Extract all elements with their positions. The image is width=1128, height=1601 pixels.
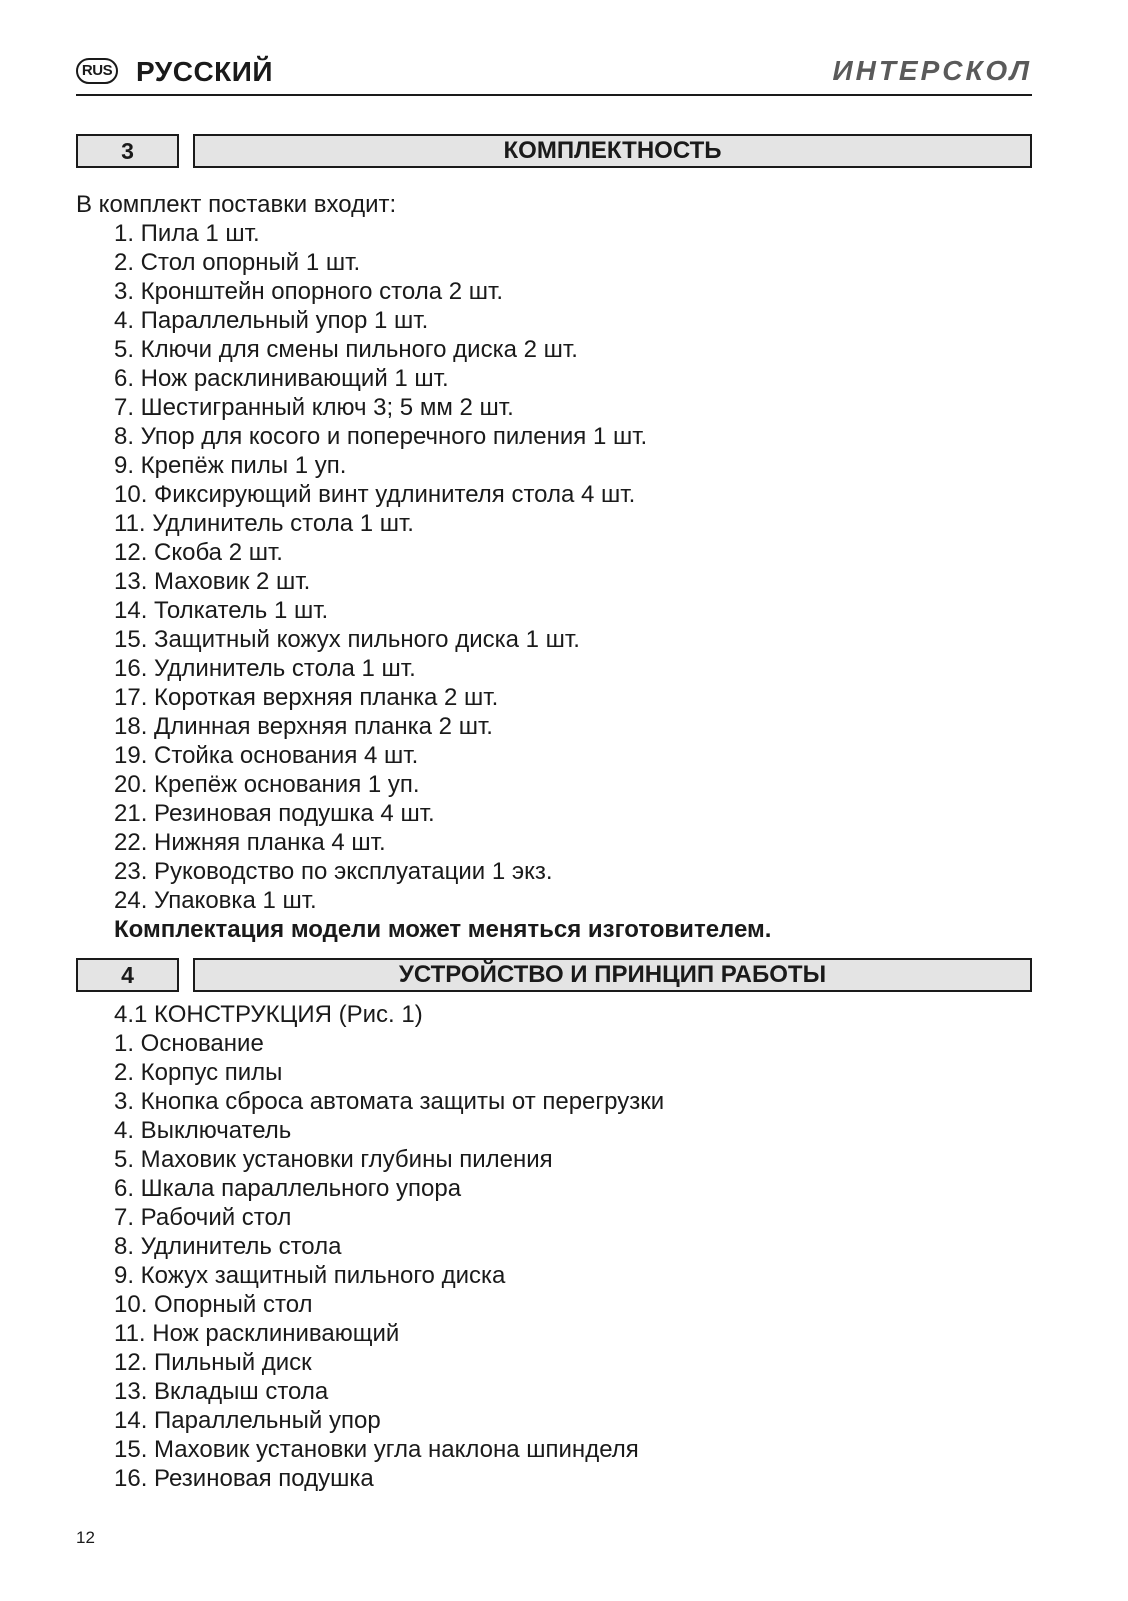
list-item: 13. Вкладыш стола xyxy=(114,1378,329,1405)
list-item: 20. Крепёж основания 1 уп. xyxy=(114,771,420,798)
list-item: 22. Нижняя планка 4 шт. xyxy=(114,829,386,856)
list-item: 6. Нож расклинивающий 1 шт. xyxy=(114,365,449,392)
list-item: 5. Маховик установки глубины пиления xyxy=(114,1146,553,1173)
list-item: 8. Удлинитель стола xyxy=(114,1233,342,1260)
language-badge: RUS xyxy=(76,58,118,84)
list-item: 1. Пила 1 шт. xyxy=(114,220,260,247)
page-header xyxy=(76,52,1032,96)
list-item: 7. Шестигранный ключ 3; 5 мм 2 шт. xyxy=(114,394,514,421)
list-item: 14. Параллельный упор xyxy=(114,1407,381,1434)
list-item: 23. Руководство по эксплуатации 1 экз. xyxy=(114,858,553,885)
list-item: 14. Толкатель 1 шт. xyxy=(114,597,329,624)
list-item: 3. Кнопка сброса автомата защиты от перегрузки xyxy=(114,1088,665,1115)
list-item: 9. Кожух защитный пильного диска xyxy=(114,1262,506,1289)
language-name: РУССКИЙ xyxy=(136,56,274,87)
list-item: 2. Корпус пилы xyxy=(114,1059,283,1086)
brand-logo xyxy=(832,56,1032,86)
list-item: 2. Стол опорный 1 шт. xyxy=(114,249,361,276)
list-item: 15. Защитный кожух пильного диска 1 шт. xyxy=(114,626,580,653)
list-item: 12. Пильный диск xyxy=(114,1349,312,1376)
list-item: 9. Крепёж пилы 1 уп. xyxy=(114,452,347,479)
list-item: 10. Опорный стол xyxy=(114,1291,313,1318)
section-title: УСТРОЙСТВО И ПРИНЦИП РАБОТЫ xyxy=(193,958,1032,992)
list-item: 17. Короткая верхняя планка 2 шт. xyxy=(114,684,499,711)
section-4-subtitle: 4.1 КОНСТРУКЦИЯ (Рис. 1) xyxy=(114,1001,423,1028)
list-item: 6. Шкала параллельного упора xyxy=(114,1175,462,1202)
section-3-intro: В комплект поставки входит: xyxy=(76,191,397,218)
list-item: 10. Фиксирующий винт удлинителя стола 4 шт. xyxy=(114,481,636,508)
list-item: 8. Упор для косого и поперечного пиления 1 шт. xyxy=(114,423,648,450)
list-item: 16. Резиновая подушка xyxy=(114,1465,374,1492)
page-number: 12 xyxy=(76,1528,95,1547)
section-number: 3 xyxy=(76,134,179,168)
list-item: 11. Удлинитель стола 1 шт. xyxy=(114,510,414,537)
list-item: 3. Кронштейн опорного стола 2 шт. xyxy=(114,278,503,305)
section-number: 4 xyxy=(76,958,179,992)
section-3-list xyxy=(114,219,771,944)
section-title: КОМПЛЕКТНОСТЬ xyxy=(193,134,1032,168)
list-item: 13. Маховик 2 шт. xyxy=(114,568,311,595)
list-item: 24. Упаковка 1 шт. xyxy=(114,887,317,914)
list-item: 21. Резиновая подушка 4 шт. xyxy=(114,800,435,827)
list-item: 15. Маховик установки угла наклона шпинделя xyxy=(114,1436,639,1463)
section-4-header xyxy=(76,958,1032,992)
list-item: 4. Параллельный упор 1 шт. xyxy=(114,307,429,334)
list-item: 19. Стойка основания 4 шт. xyxy=(114,742,419,769)
list-item: 12. Скоба 2 шт. xyxy=(114,539,283,566)
section-4-list xyxy=(114,1000,664,1493)
list-item: 4. Выключатель xyxy=(114,1117,292,1144)
section-3-note: Комплектация модели может меняться изготовителем. xyxy=(114,916,772,943)
section-3-header xyxy=(76,134,1032,168)
list-item: 7. Рабочий стол xyxy=(114,1204,292,1231)
list-item: 11. Нож расклинивающий xyxy=(114,1320,400,1347)
list-item: 16. Удлинитель стола 1 шт. xyxy=(114,655,416,682)
list-item: 18. Длинная верхняя планка 2 шт. xyxy=(114,713,493,740)
list-item: 5. Ключи для смены пильного диска 2 шт. xyxy=(114,336,578,363)
brand-logo-text: ИНТЕРСКОЛ xyxy=(832,55,1032,86)
list-item: 1. Основание xyxy=(114,1030,264,1057)
